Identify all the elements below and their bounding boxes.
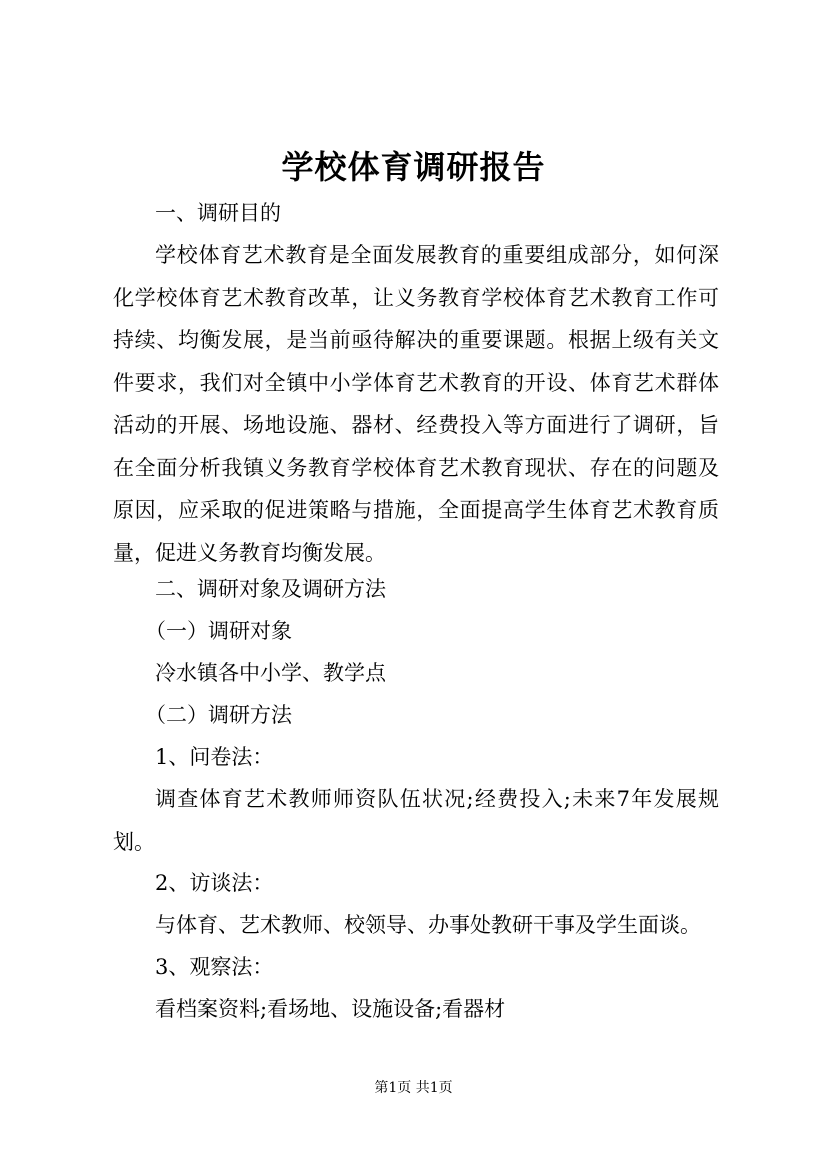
section-heading-purpose: 一、调研目的: [155, 201, 281, 225]
subheading-methods: （二）调研方法: [145, 703, 292, 727]
objects-text: 冷水镇各中小学、教学点: [155, 661, 386, 685]
document-title: 学校体育调研报告: [281, 148, 546, 186]
page-footer: 第1页 共1页: [374, 1080, 453, 1096]
method-interview-heading: 2、访谈法：: [155, 871, 274, 895]
method-questionnaire-text: 调查体育艺术教师师资队伍状况;经费投入;未来7年发展规划。: [113, 787, 719, 854]
method-observation-text: 看档案资料;看场地、设施设备;看器材: [155, 997, 506, 1021]
subheading-objects: （一）调研对象: [145, 619, 292, 643]
method-observation-heading: 3、观察法：: [155, 955, 274, 979]
section-heading-objects-methods: 二、调研对象及调研方法: [155, 577, 386, 601]
paragraph-purpose: 学校体育艺术教育是全面发展教育的重要组成部分，如何深化学校体育艺术教育改革，让义务教育学校体育艺术教育工作可持续、均衡发展，是当前亟待解决的重要课题。根据上级有关文件要求，我们对全镇中小学体育艺术教育的开设、体育艺术群体活动的开展、场地设施、器材、经费投入等方面进行了调研，旨在全面分析我镇义务教育学校体育艺术教育现状、存在的问题及原因，应采取的促进策略与措施，全面提高学生体育艺术教育质量，促进义务教育均衡发展。: [113, 243, 719, 565]
method-questionnaire-heading: 1、问卷法：: [155, 745, 274, 769]
method-interview-text: 与体育、艺术教师、校领导、办事处教研干事及学生面谈。: [155, 913, 701, 937]
